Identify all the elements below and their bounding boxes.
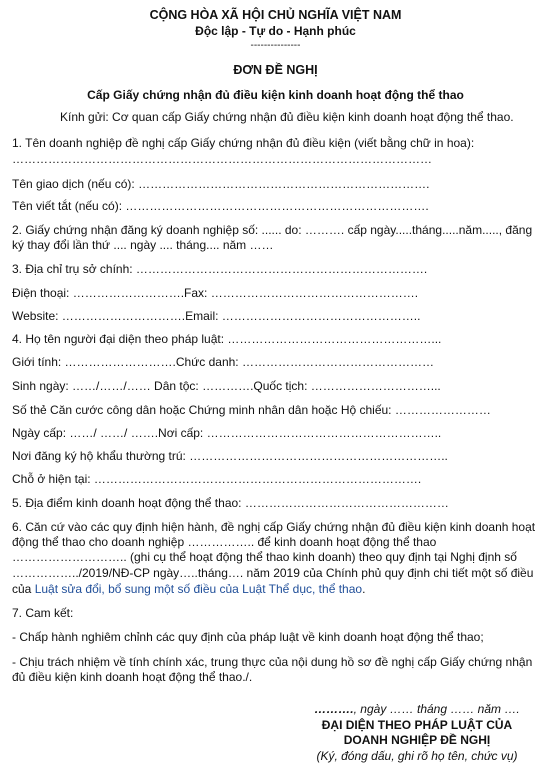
business-location-line: 5. Địa điểm kinh doanh hoạt động thể thao: …………………………………………… — [12, 496, 449, 510]
commitment-2-line-1: - Chịu trách nhiệm về tính chính xác, trung thực của nội dung hồ sơ đề nghị cấp Giấy chứng nhận — [12, 655, 533, 669]
trade-name-line: Tên giao dịch (nếu có): ………………………………………………………………. — [12, 177, 430, 191]
current-residence-line: Chỗ ở hiện tại: ………………………………………………………………………. — [12, 472, 422, 486]
company-name-blank: …………………………………………………………………………………………… — [12, 152, 432, 166]
signature-place: ………. — [314, 702, 354, 716]
request-line-5 — [12, 582, 543, 596]
rep-title-line-2: DOANH NGHIỆP ĐỀ NGHỊ — [343, 733, 491, 747]
request-line-3: ……………………….. (ghi cụ thể hoạt động thể thao kinh doanh) theo quy định tại Nghị định số — [12, 550, 517, 564]
registration-line-2: ký thay đổi lần thứ .... ngày .... tháng.... năm …… — [12, 238, 274, 252]
short-name-line: Tên viết tắt (nếu có): …………………………………………………………………. — [12, 199, 429, 213]
signature-date-text: , ngày …… tháng …… năm …. — [353, 702, 520, 716]
commitment-1: - Chấp hành nghiêm chỉnh các quy định của pháp luật về kinh doanh hoạt động thể thao; — [12, 630, 484, 644]
motto: Độc lập - Tự do - Hạnh phúc — [195, 24, 356, 38]
birth-ethnic-line: Sinh ngày: ……/……/…… Dân tộc: ………….Quốc tịch: …………………………... — [12, 379, 441, 393]
nation-heading: CỘNG HÒA XÃ HỘI CHỦ NGHĨA VIỆT NAM — [149, 8, 402, 22]
form-subtitle: Cấp Giấy chứng nhận đủ điều kiện kinh doanh hoạt động thể thao — [87, 88, 464, 102]
registration-line-1: 2. Giấy chứng nhận đăng ký doanh nghiệp số: ...... do: ………. cấp ngày.....tháng.....năm....., đăng — [12, 223, 533, 237]
signature-date — [290, 702, 544, 717]
commitment-2-line-2: đủ điều kiện kinh doanh hoạt động thể thao./. — [12, 670, 253, 684]
law-link[interactable]: Luật sửa đổi, bổ sung một số điều của Luật Thể dục, thể thao — [34, 582, 363, 596]
legal-rep-line: 4. Họ tên người đại diện theo pháp luật: ……………………………………………... — [12, 332, 442, 346]
phone-fax-line: Điện thoại: ……………………….Fax: ……………………………………………. — [12, 286, 419, 300]
commitment-heading: 7. Cam kết: — [12, 606, 74, 620]
gender-title-line: Giới tính: ……………………….Chức danh: ………………………………………… — [12, 355, 434, 369]
recipient-line: Kính gửi: Cơ quan cấp Giấy chứng nhận đủ điều kiện kinh doanh hoạt động thể thao. — [60, 110, 514, 124]
id-number-line: Số thẻ Căn cước công dân hoặc Chứng minh nhân dân hoặc Hộ chiếu: …………………… — [12, 403, 491, 417]
form-title: ĐƠN ĐỀ NGHỊ — [233, 63, 318, 77]
request-line-2: động thể thao cho doanh nghiệp …………….. để kinh doanh hoạt động thể thao — [12, 535, 437, 549]
head-office-line: 3. Địa chỉ trụ sở chính: ………………………………………………………………. — [12, 262, 428, 276]
permanent-residence-line: Nơi đăng ký hộ khẩu thường trú: ……………………………………………………….. — [12, 449, 448, 463]
header-divider: --------------- — [250, 40, 301, 51]
issue-date-place-line: Ngày cấp: ……/ ……/ …….Nơi cấp: ………………………………………………….. — [12, 426, 442, 440]
company-name-label: 1. Tên doanh nghiệp đề nghị cấp Giấy chứng nhận đủ điều kiện (viết bằng chữ in hoa): — [12, 136, 475, 150]
request-line-5-prefix: của — [12, 582, 35, 596]
website-email-line: Website: ………………………….Email: ………………………………………….. — [12, 309, 421, 323]
request-line-4: ……………../2019/NĐ-CP ngày…..tháng…. năm 2019 của Chính phủ quy định chi tiết một số điều — [12, 566, 534, 580]
request-line-5-suffix: . — [362, 582, 366, 596]
request-line-1: 6. Căn cứ vào các quy định hiện hành, đề nghị cấp Giấy chứng nhận đủ điều kiện kinh doanh hoạt — [12, 520, 536, 534]
rep-title-line-1: ĐẠI DIỆN THEO PHÁP LUẬT CỦA — [321, 718, 513, 732]
signature-note: (Ký, đóng dấu, ghi rõ họ tên, chức vụ) — [316, 749, 518, 763]
